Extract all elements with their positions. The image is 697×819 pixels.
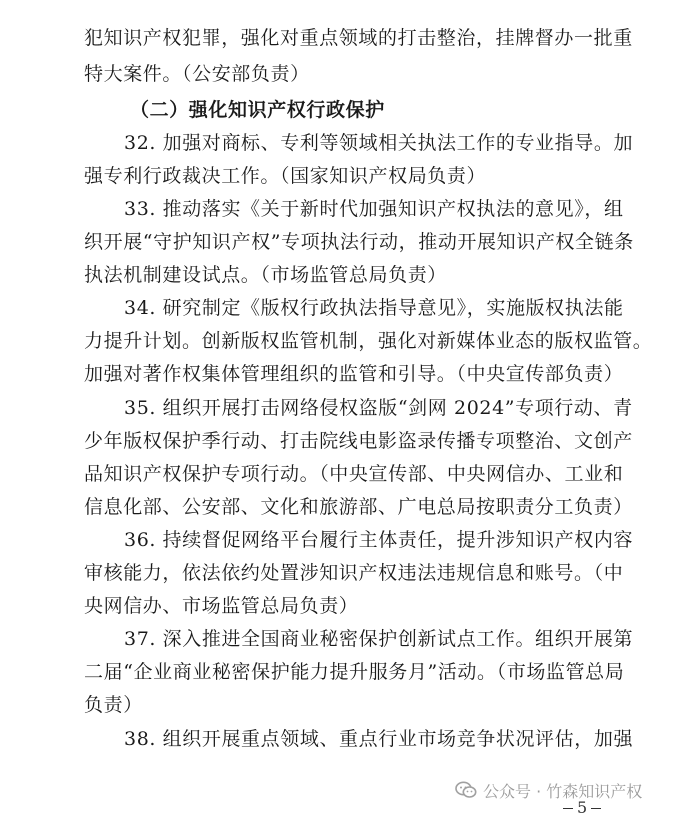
item-35-line-1: 35. 组织开展打击网络侵权盗版“剑网 2024”专项行动、青 — [124, 397, 633, 419]
wechat-icon — [455, 781, 477, 799]
page-number: 5 — [577, 798, 588, 817]
item-38-line-1: 38. 组织开展重点领域、重点行业市场竞争状况评估，加强 — [124, 728, 634, 750]
text-line-2: 特大案件。（公安部负责） — [84, 63, 310, 85]
item-37-line-3: 负责） — [84, 694, 143, 716]
item-35-line-4: 信息化部、公安部、文化和旅游部、广电总局按职责分工负责） — [84, 496, 633, 518]
item-34-line-1: 34. 研究制定《版权行政执法指导意见》，实施版权执法能 — [124, 297, 624, 319]
item-33-line-1: 33. 推动落实《关于新时代加强知识产权执法的意见》，组 — [124, 198, 624, 220]
wechat-watermark — [455, 778, 642, 802]
section-heading: （二）强化知识产权行政保护 — [130, 99, 385, 121]
item-36-line-3: 央网信办、市场监管总局负责） — [84, 595, 359, 617]
item-37-line-2: 二届“企业商业秘密保护能力提升服务月”活动。（市场监管总局 — [84, 661, 625, 683]
item-32-line-1: 32. 加强对商标、专利等领域相关执法工作的专业指导。加 — [124, 132, 634, 154]
item-34-line-2: 力提升计划。创新版权监管机制，强化对新媒体业态的版权监管。 — [84, 330, 653, 352]
item-33-line-2: 织开展“守护知识产权”专项执法行动，推动开展知识产权全链条 — [84, 231, 634, 253]
item-35-line-3: 品知识产权保护专项行动。（中央宣传部、中央网信办、工业和 — [84, 463, 624, 485]
watermark-text: 公众号 · 竹森知识产权 — [483, 781, 643, 801]
item-36-line-2: 审核能力，依法依约处置涉知识产权违法违规信息和账号。（中 — [84, 562, 624, 584]
item-35-line-2: 少年版权保护季行动、打击院线电影盗录传播专项整治、文创产 — [84, 430, 633, 452]
item-34-line-3: 加强对著作权集体管理组织的监管和引导。（中央宣传部负责） — [84, 363, 624, 385]
item-37-line-1: 37. 深入推进全国商业秘密保护创新试点工作。组织开展第 — [124, 628, 634, 650]
text-line-1: 犯知识产权犯罪，强化对重点领域的打击整治，挂牌督办一批重 — [84, 27, 633, 49]
item-33-line-3: 执法机制建设试点。（市场监管总局负责） — [84, 264, 447, 286]
item-36-line-1: 36. 持续督促网络平台履行主体责任，提升涉知识产权内容 — [124, 529, 634, 551]
item-32-line-2: 强专利行政裁决工作。（国家知识产权局负责） — [84, 165, 487, 187]
